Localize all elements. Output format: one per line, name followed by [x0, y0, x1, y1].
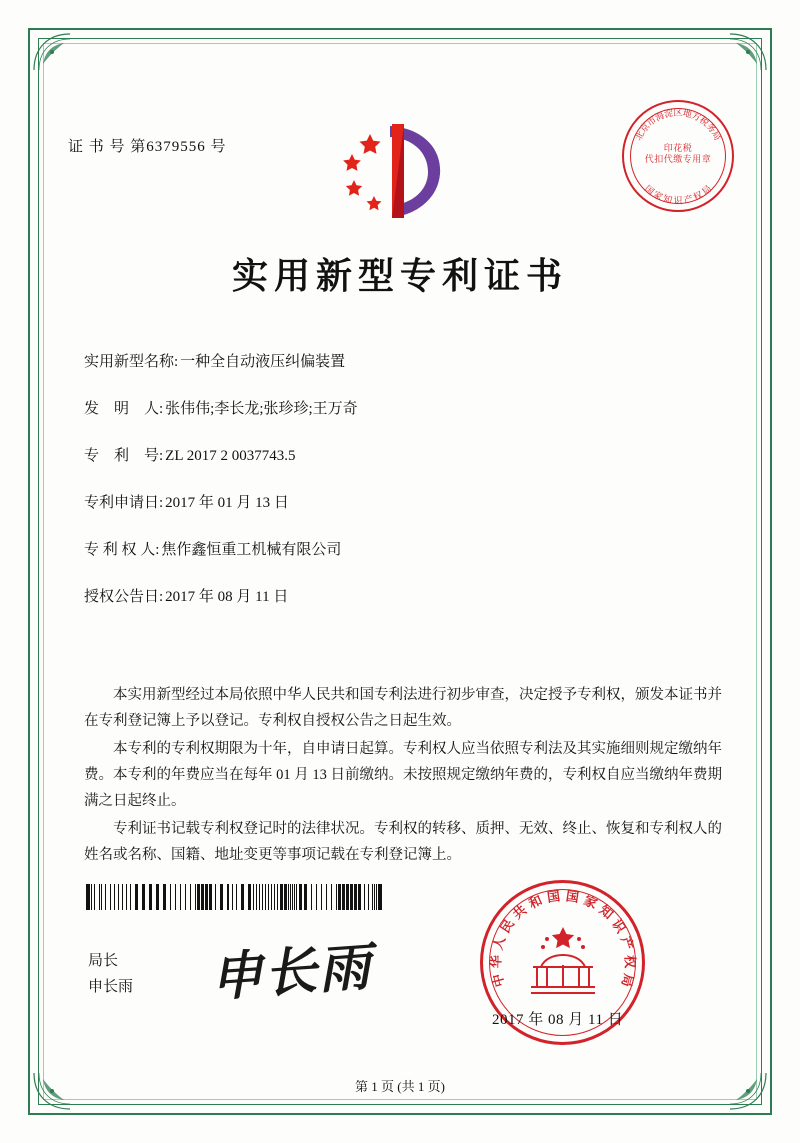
seal-arc-char: 识 [608, 915, 629, 936]
seal-arc-char: 国 [564, 887, 580, 905]
field-label: 专 利 号: [84, 448, 164, 464]
seal-arc-char: 权 [691, 189, 705, 203]
seal-arc-char: 中 [488, 971, 507, 989]
handwritten-signature: 申长雨 [208, 939, 375, 1008]
corner-ornament-icon [724, 30, 770, 76]
cnipa-logo-icon [330, 118, 455, 223]
field-label: 发 明 人: [84, 401, 164, 417]
seal-arc-char: 地 [681, 107, 693, 120]
field-utility-model-name [84, 352, 716, 372]
tax-seal-center-line1: 印花税 [663, 143, 693, 153]
tax-seal-center-line2: 代扣代缴专用章 [644, 154, 712, 164]
director-name-label: 申长雨 [88, 979, 134, 995]
seal-arc-char: 国 [545, 887, 561, 905]
seal-arc-char: 务 [704, 121, 718, 135]
body-paragraph-1: 本实用新型经过本局依照中华人民共和国专利法进行初步审查，决定授予专利权，颁发本证书并在专利登记簿上予以登记。专利权自授权公告之日起生效。 [84, 687, 722, 729]
seal-arc-char: 知 [662, 193, 674, 206]
seal-arc-char: 北 [633, 129, 647, 142]
signature-block [88, 948, 133, 1000]
field-value: ZL 2017 2 0037743.5 [165, 448, 296, 464]
seal-date: 2017 年 08 月 11 日 [492, 1012, 624, 1028]
corner-ornament-icon [30, 30, 76, 76]
body-paragraph-2: 本专利的专利权期限为十年，自申请日起算。专利权人应当依照专利法及其实施细则规定缴纳年费。本专利的年费应当在每年 01 月 13 日前缴纳。未按照规定缴纳年费的，专利权自应当缴纳年费期满之日起终止。 [84, 741, 722, 809]
seal-arc-char: 权 [621, 954, 638, 968]
field-value: 2017 年 08 月 11 日 [165, 589, 289, 605]
field-label: 专 利 权 人: [84, 542, 160, 558]
page-footer: 第 1 页 (共 1 页) [355, 1079, 445, 1094]
seal-arc-char: 家 [651, 189, 665, 203]
certificate-number: 证 书 号 第6379556 号 [68, 139, 227, 155]
field-value: 2017 年 01 月 13 日 [165, 495, 289, 511]
seal-arc-char: 局 [709, 129, 723, 142]
page-title: 实用新型专利证书 [231, 256, 568, 296]
director-title-label: 局长 [88, 953, 119, 969]
field-inventors [84, 399, 716, 419]
seal-arc-char: 知 [596, 901, 616, 922]
seal-arc-char: 华 [487, 954, 504, 968]
seal-arc-char: 区 [673, 107, 683, 118]
barcode [86, 884, 386, 910]
seal-arc-char: 淀 [663, 107, 675, 120]
seal-arc-char: 税 [697, 114, 711, 129]
national-emblem-icon [517, 917, 609, 1009]
field-list [84, 352, 716, 634]
body-paragraph-3: 专利证书记载专利权登记时的法律状况。专利权的转移、质押、无效、终止、恢复和专利权人的姓名或名称、国籍、地址变更等事项记载在专利登记簿上。 [84, 821, 722, 863]
seal-arc-char: 人 [489, 934, 508, 952]
seal-arc-char: 和 [525, 891, 545, 911]
body-text [84, 682, 722, 870]
field-label: 授权公告日: [84, 589, 164, 605]
seal-arc-char: 局 [618, 971, 637, 989]
field-grant-announcement-date [84, 587, 716, 607]
seal-arc-char: 局 [699, 183, 714, 197]
seal-arc-char: 京 [638, 121, 652, 135]
seal-arc-char: 海 [653, 110, 666, 123]
field-application-date [84, 493, 716, 513]
seal-arc-char: 民 [496, 915, 517, 936]
seal-arc-char: 产 [617, 934, 636, 952]
field-label: 专利申请日: [84, 495, 164, 511]
seal-arc-char: 共 [509, 901, 529, 922]
tax-stamp-seal [622, 100, 734, 212]
field-patentee [84, 540, 716, 560]
seal-arc-char: 市 [645, 114, 659, 129]
field-label: 实用新型名称: [84, 354, 179, 370]
seal-arc-char: 方 [690, 110, 703, 123]
seal-arc-char: 识 [673, 195, 683, 206]
seal-arc-char: 产 [682, 193, 694, 206]
field-patent-number [84, 446, 716, 466]
seal-arc-char: 家 [580, 891, 600, 911]
field-value: 焦作鑫恒重工机械有限公司 [161, 542, 342, 558]
field-value: 张伟伟;李长龙;张珍珍;王万奇 [165, 401, 358, 417]
field-value: 一种全自动液压纠偏装置 [180, 354, 346, 370]
seal-arc-char: 国 [642, 183, 657, 197]
